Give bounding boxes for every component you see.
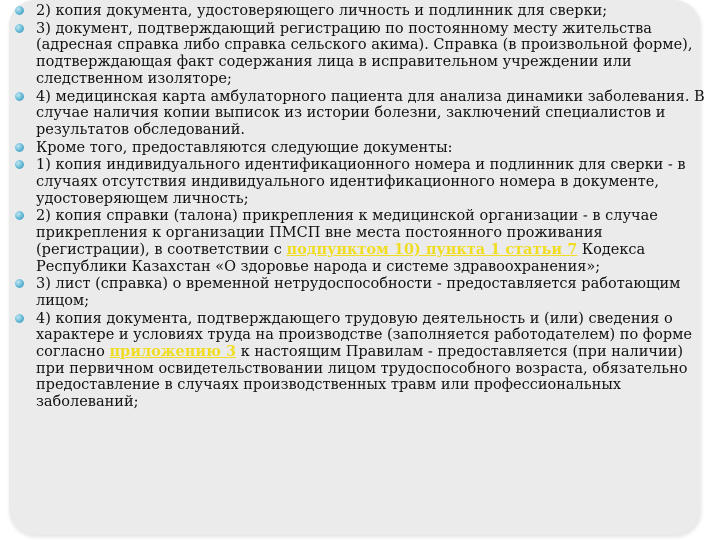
list-item-text: 3) документ, подтверждающий регистрацию по постоянному месту жительства (адресная справка либо справка сельского акима). Справка (в произвольной форме), подтверждающая факт содержания лица в исправительном учреждении или следственном изоляторе;	[36, 20, 693, 87]
list-item	[15, 208, 705, 275]
bullet-icon	[15, 211, 24, 220]
bullet-icon	[15, 24, 24, 33]
list-item	[15, 21, 705, 88]
list-item	[15, 140, 705, 157]
list-item	[15, 276, 705, 309]
list-item-text: к настоящим Правилам - предоставляется (при наличии) при первичном освидетельствовании лицом трудоспособного возраста, обязательно предоставление в случаях производственных травм или профессиональных заболеваний;	[36, 344, 688, 411]
list-item-text: 2) копия документа, удостоверяющего личность и подлинник для сверки;	[36, 3, 608, 19]
bullet-icon	[15, 143, 24, 152]
list-item-text: 4) копия документа, подтверждающего трудовую деятельность и (или) сведения о характере и условиях труда на производстве (заполняется работодателем) по форме согласно	[36, 310, 692, 361]
bullet-icon	[15, 92, 24, 101]
bullet-icon	[15, 314, 24, 323]
list-item-text: 1) копия индивидуального идентификационного номера и подлинник для сверки - в случаях отсутствия индивидуального идентификационного номера в документе, удостоверяющем личность;	[36, 157, 686, 207]
list-item-text: 4) медицинская карта амбулаторного пациента для анализа динамики заболевания. В случае наличия копии выписок из истории болезни, заключений специалистов и результатов обследований.	[36, 88, 705, 138]
list-item	[15, 89, 705, 139]
list-item-text: 2) копия справки (талона) прикрепления к медицинской организации - в случае прикрепления к организации ПМСП вне места постоянного проживания (регистрации), в соответствии с	[36, 208, 658, 258]
bullet-icon	[15, 160, 24, 169]
subpoint-link[interactable]: подпунктом 10) пункта 1 статьи 7	[286, 240, 578, 258]
list-item-text: Кроме того, предоставляются следующие документы:	[36, 139, 453, 156]
list-item	[15, 157, 705, 207]
list-item-text: 3) лист (справка) о временной нетрудоспособности - предоставляется работающим лицом;	[36, 276, 681, 309]
list-item	[15, 3, 705, 20]
list-item-text: Кодекса Республики Казахстан «О здоровье народа и системе здравоохранения»;	[36, 241, 646, 275]
list-item	[15, 311, 705, 411]
bullet-icon	[15, 6, 24, 15]
appendix-link[interactable]: приложению 3	[109, 343, 237, 361]
bullet-icon	[15, 279, 24, 288]
document-list	[15, 3, 705, 412]
